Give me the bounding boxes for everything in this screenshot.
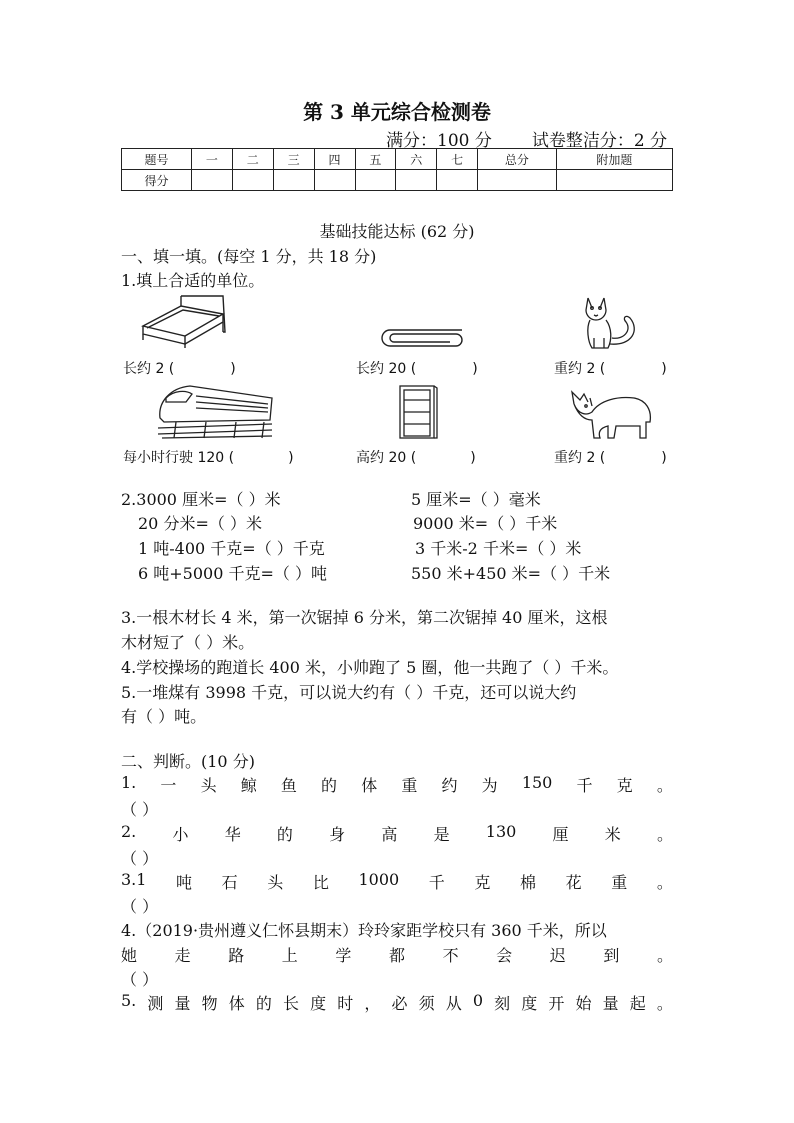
q-seg: 千 <box>576 776 593 795</box>
q-seg: 的 <box>321 776 338 795</box>
q-seg: 到 <box>603 946 620 965</box>
q-seg: 起 <box>629 994 646 1013</box>
q1-heading: 1.填上合适的单位。 <box>121 271 265 290</box>
judge-q4-line1: 4.（2019·贵州遵义仁怀县期末）玲玲家距学校只有 360 千米，所以 <box>121 921 607 940</box>
q4: 4.学校操场的跑道长 400 米，小帅跑了 5 圈，他一共跑了（ ）千米。 <box>121 658 619 677</box>
q-seg: 5. <box>121 991 137 1010</box>
score-header-cell: 四 <box>314 149 355 170</box>
q3-line1: 3.一根木材长 4 米，第一次锯掉 6 分米，第二次锯掉 40 厘米，这根 <box>121 608 608 627</box>
judge-blank[interactable]: （ ） <box>121 897 159 916</box>
q-seg: 一 <box>160 776 177 795</box>
q1-item-text: 重约 2 ( <box>554 450 606 466</box>
score-cell[interactable] <box>355 170 396 191</box>
q-seg: 克 <box>474 873 491 892</box>
q-seg: 必 <box>391 994 408 1013</box>
q2-left-3: 1 吨-400 千克=（ ）千克 <box>138 539 325 558</box>
q-seg: 厘 <box>552 825 569 844</box>
q-seg: 度 <box>521 994 538 1013</box>
q-seg: 约 <box>441 776 458 795</box>
q-seg: 长 <box>283 994 300 1013</box>
q1-item-text: 长约 2 ( <box>123 361 175 377</box>
score-header-cell: 附加题 <box>556 149 672 170</box>
q1-item-text: 长约 20 ( <box>356 361 417 377</box>
q-seg: 高 <box>381 825 398 844</box>
q-seg: 3.1 <box>121 870 147 889</box>
q-seg: 始 <box>575 994 592 1013</box>
q-seg: 的 <box>276 825 293 844</box>
score-cell[interactable] <box>396 170 437 191</box>
q1-item-bed <box>123 358 236 378</box>
cat-icon <box>582 294 642 352</box>
q1-item-text: 每小时行驶 120 ( <box>123 450 235 466</box>
bed-icon <box>137 292 229 348</box>
section-heading: 基础技能达标 (62 分) <box>319 222 475 241</box>
q-seg: 时 <box>337 994 354 1013</box>
q-seg: 头 <box>200 776 217 795</box>
score-cell[interactable] <box>192 170 233 191</box>
q-seg: 都 <box>388 946 405 965</box>
q-seg: 会 <box>496 946 513 965</box>
q-seg: 走 <box>174 946 191 965</box>
q-seg: 。 <box>656 946 673 965</box>
q2-right-1: 5 厘米=（ ）毫米 <box>411 490 541 509</box>
q-seg: 0 <box>472 991 484 1010</box>
q-seg: 1000 <box>358 870 400 889</box>
score-header-cell: 二 <box>232 149 273 170</box>
score-cell[interactable] <box>556 170 672 191</box>
q1-item-rhino <box>554 447 667 467</box>
q-seg: 。 <box>656 825 673 844</box>
q-seg: 花 <box>565 873 582 892</box>
q-seg: 1. <box>121 773 137 792</box>
q-seg: 比 <box>312 873 329 892</box>
part1-heading: 一、填一填。(每空 1 分，共 18 分) <box>121 247 377 266</box>
q-seg: 。 <box>656 994 673 1013</box>
score-header-cell: 七 <box>437 149 478 170</box>
q1-item-close: ) <box>661 450 667 466</box>
q-seg: 的 <box>255 994 272 1013</box>
score-header-cell: 六 <box>396 149 437 170</box>
q-seg: 上 <box>281 946 298 965</box>
judge-q1 <box>121 773 673 796</box>
q-seg: 米 <box>604 825 621 844</box>
q-seg: 体 <box>228 994 245 1013</box>
q1-item-text: 重约 2 ( <box>554 361 606 377</box>
q-seg: 。 <box>656 776 673 795</box>
rhino-icon <box>570 384 654 442</box>
q-seg: 为 <box>481 776 498 795</box>
q-seg: 吨 <box>176 873 193 892</box>
q-seg: 是 <box>433 825 450 844</box>
q-seg: 2. <box>121 822 137 841</box>
q-seg: 路 <box>228 946 245 965</box>
score-header-cell: 总分 <box>478 149 557 170</box>
judge-blank[interactable]: （ ） <box>121 800 159 819</box>
q-seg: 体 <box>361 776 378 795</box>
q-seg: 千 <box>428 873 445 892</box>
score-cell[interactable] <box>314 170 355 191</box>
q-seg: 迟 <box>549 946 566 965</box>
q-seg: 小 <box>172 825 189 844</box>
q-seg: 开 <box>548 994 565 1013</box>
q-seg: 石 <box>221 873 238 892</box>
q-seg: 克 <box>616 776 633 795</box>
q-seg: 她 <box>121 946 138 965</box>
page-title: 第 3 单元综合检测卷 <box>303 100 491 124</box>
q-seg: 物 <box>201 994 218 1013</box>
q1-item-close: ) <box>661 361 667 377</box>
q5-line1: 5.一堆煤有 3998 千克，可以说大约有（ ）千克，还可以说大约 <box>121 683 577 702</box>
q1-item-bookshelf <box>356 447 476 467</box>
judge-q5 <box>121 991 673 1014</box>
q-seg: 量 <box>174 994 191 1013</box>
bookshelf-icon <box>398 384 438 440</box>
score-header-cell: 五 <box>355 149 396 170</box>
score-cell[interactable] <box>478 170 557 191</box>
judge-blank[interactable]: （ ） <box>121 970 159 989</box>
score-cell[interactable] <box>437 170 478 191</box>
train-icon <box>156 378 274 440</box>
score-table <box>121 148 673 191</box>
q1-item-text: 高约 20 ( <box>356 450 417 466</box>
q1-item-paperclip <box>356 358 478 378</box>
score-header-cell: 一 <box>192 149 233 170</box>
q-seg: 重 <box>401 776 418 795</box>
q2-left-2: 20 分米=（ ）米 <box>138 514 262 533</box>
q2-right-4: 550 米+450 米=（ ）千米 <box>411 564 611 583</box>
score-cell[interactable] <box>273 170 314 191</box>
score-row-label: 得分 <box>122 170 192 191</box>
q-seg: 130 <box>485 822 517 841</box>
q-seg: 刻 <box>494 994 511 1013</box>
q-seg: 度 <box>310 994 327 1013</box>
q1-item-train <box>123 447 294 467</box>
q-seg: 从 <box>445 994 462 1013</box>
judge-blank[interactable]: （ ） <box>121 849 159 868</box>
paperclip-icon <box>378 326 464 348</box>
score-header-cell: 题号 <box>122 149 192 170</box>
q2-left-1: 2.3000 厘米=（ ）米 <box>121 490 281 509</box>
q-seg: 华 <box>224 825 241 844</box>
judge-q3 <box>121 870 673 893</box>
score-table-header-row <box>122 149 673 170</box>
q-seg: 身 <box>329 825 346 844</box>
q3-line2: 木材短了（ ）米。 <box>121 633 255 652</box>
q2-right-3: 3 千米-2 千米=（ ）米 <box>415 539 582 558</box>
score-header-cell: 三 <box>273 149 314 170</box>
q1-item-close: ) <box>288 450 294 466</box>
q-seg: 学 <box>335 946 352 965</box>
q-seg: 须 <box>418 994 435 1013</box>
q-seg: 150 <box>521 773 553 792</box>
q2-left-4: 6 吨+5000 千克=（ ）吨 <box>138 564 327 583</box>
q-seg: 。 <box>656 873 673 892</box>
q1-item-close: ) <box>470 450 476 466</box>
q1-item-cat <box>554 358 667 378</box>
judge-q4-line2 <box>121 943 673 966</box>
q-seg: ， <box>364 994 381 1013</box>
q5-line2: 有（ ）吨。 <box>121 707 207 726</box>
q-seg: 量 <box>602 994 619 1013</box>
part2-heading: 二、判断。(10 分) <box>121 752 255 771</box>
judge-q2 <box>121 822 673 845</box>
q-seg: 重 <box>611 873 628 892</box>
q1-item-close: ) <box>472 361 478 377</box>
score-cell[interactable] <box>232 170 273 191</box>
neatness-score: 试卷整洁分：2 分 <box>531 131 668 151</box>
score-table-score-row <box>122 170 673 191</box>
q-seg: 测 <box>147 994 164 1013</box>
q2-right-2: 9000 米=（ ）千米 <box>413 514 558 533</box>
full-score: 满分：100 分 <box>386 131 492 151</box>
q-seg: 头 <box>267 873 284 892</box>
q-seg: 棉 <box>520 873 537 892</box>
q-seg: 鲸 <box>240 776 257 795</box>
q-seg: 鱼 <box>280 776 297 795</box>
q-seg: 不 <box>442 946 459 965</box>
q1-item-close: ) <box>230 361 236 377</box>
